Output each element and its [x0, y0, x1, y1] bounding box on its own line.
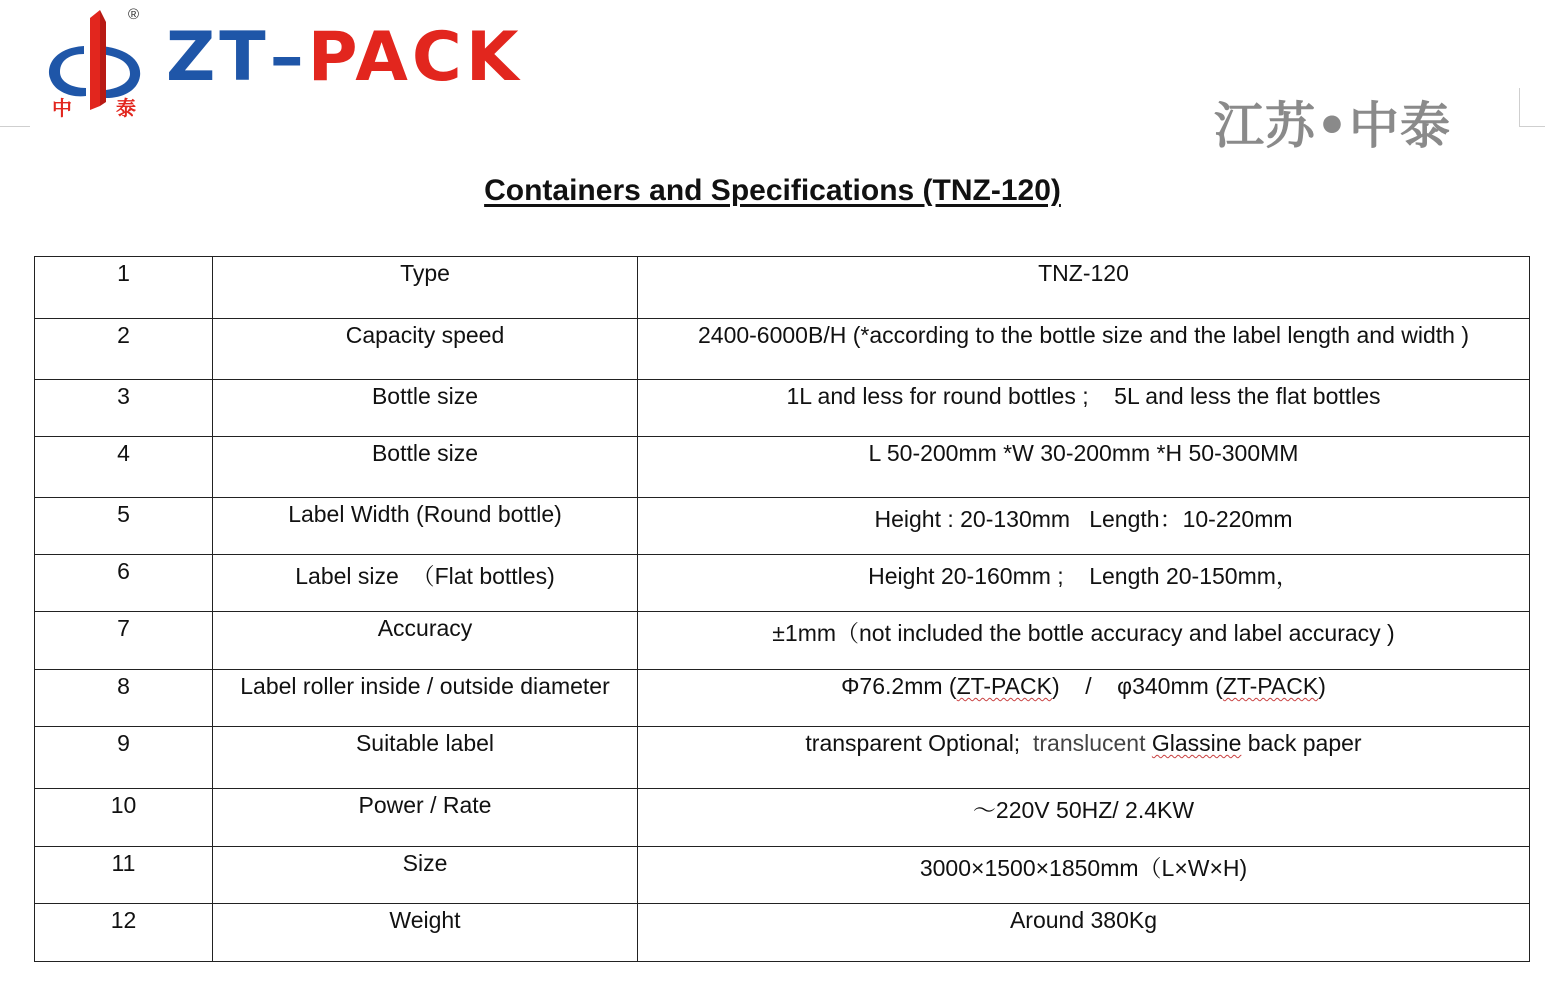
row-item: Capacity speed: [213, 319, 638, 380]
value-part: back paper: [1241, 730, 1362, 756]
logo-word-dash: –: [269, 18, 308, 97]
table-row: [35, 498, 1530, 555]
value-part: Φ76.2mm (: [841, 673, 957, 699]
row-number: 4: [35, 437, 213, 498]
row-number: 8: [35, 670, 213, 727]
value-part: transparent Optional;: [805, 730, 1033, 756]
row-item: Bottle size: [213, 380, 638, 437]
table-row: [35, 319, 1530, 380]
row-number: 7: [35, 612, 213, 670]
row-item: Label Width (Round bottle): [213, 498, 638, 555]
value-part: Glassine: [1151, 730, 1242, 756]
row-value: Height 20-160mm ; Length 20-150mm，: [638, 555, 1530, 612]
logo-wordmark: [166, 18, 523, 97]
value-part: ): [1318, 673, 1326, 699]
table-row: [35, 380, 1530, 437]
row-value: [638, 727, 1530, 789]
value-part-brand: ZT-PACK: [1222, 673, 1319, 699]
table-row: [35, 727, 1530, 789]
header-rule-left: [0, 126, 30, 127]
registered-mark: ®: [128, 6, 140, 23]
row-value: L 50-200mm *W 30-200mm *H 50-300MM: [638, 437, 1530, 498]
row-value: 2400-6000B/H (*according to the bottle size and the label length and width ): [638, 319, 1530, 380]
row-number: 12: [35, 904, 213, 962]
row-item: Bottle size: [213, 437, 638, 498]
row-number: 9: [35, 727, 213, 789]
table-row: [35, 257, 1530, 319]
value-part: ) / φ340mm (: [1051, 673, 1223, 699]
row-item: Accuracy: [213, 612, 638, 670]
row-value: 1L and less for round bottles ; 5L and less the flat bottles: [638, 380, 1530, 437]
header-tick-right: [1519, 88, 1520, 126]
logo-cn-tai: 泰: [116, 96, 136, 120]
row-item: Weight: [213, 904, 638, 962]
logo-word-zt: ZT: [166, 18, 270, 97]
logo-word-pack: PACK: [307, 18, 523, 97]
row-value: [638, 670, 1530, 727]
row-item: Suitable label: [213, 727, 638, 789]
row-number: 10: [35, 789, 213, 847]
row-item: Label roller inside / outside diameter: [213, 670, 638, 727]
row-value: 3000×1500×1850mm（L×W×H): [638, 847, 1530, 904]
value-part: translucent: [1032, 730, 1146, 756]
row-item: Type: [213, 257, 638, 319]
row-item: Size: [213, 847, 638, 904]
page-title: Containers and Specifications (TNZ-120): [484, 174, 1061, 207]
logo-cn-zhong: 中: [52, 96, 72, 120]
row-item: Power / Rate: [213, 789, 638, 847]
company-name-cn: 江苏•中泰: [1214, 97, 1451, 155]
table-row: [35, 847, 1530, 904]
row-value: Around 380Kg: [638, 904, 1530, 962]
row-number: 6: [35, 555, 213, 612]
table-row: [35, 437, 1530, 498]
row-item: Label size （Flat bottles): [213, 555, 638, 612]
table-row: [35, 789, 1530, 847]
header-rule-right: [1519, 126, 1545, 127]
row-number: 11: [35, 847, 213, 904]
row-number: 2: [35, 319, 213, 380]
row-number: 3: [35, 380, 213, 437]
table-row: [35, 670, 1530, 727]
row-value: TNZ-120: [638, 257, 1530, 319]
value-part-brand: ZT-PACK: [956, 673, 1052, 699]
row-value: ～220V 50HZ/ 2.4KW: [638, 789, 1530, 847]
table-row: [35, 555, 1530, 612]
spec-table: [34, 256, 1530, 962]
row-number: 5: [35, 498, 213, 555]
table-row: [35, 904, 1530, 962]
row-number: 1: [35, 257, 213, 319]
row-value: Height : 20-130mm Length：10-220mm: [638, 498, 1530, 555]
row-value: ±1mm（not included the bottle accuracy and label accuracy ): [638, 612, 1530, 670]
company-logo: [44, 6, 544, 121]
table-row: [35, 612, 1530, 670]
